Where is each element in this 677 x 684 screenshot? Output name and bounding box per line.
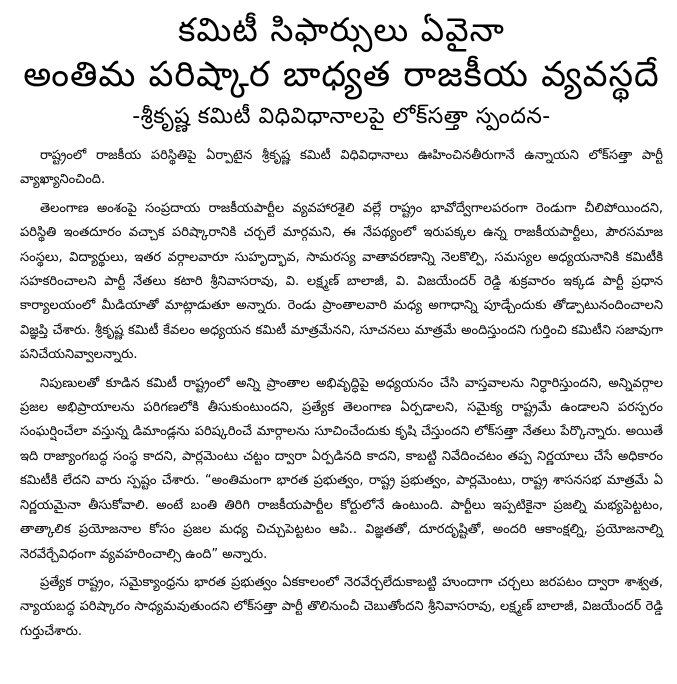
headline-line-2: అంతిమ పరిష్కార బాధ్యత రాజకీయ వ్యవస్థదే bbox=[23, 55, 660, 95]
paragraph-1: రాష్ట్రంలో రాజకీయ పరిస్థితిపై ఏర్పాటైన శ్రీకృష్ణ కమిటీ విధివిధానాలు ఊహించినతీరుగానే ఉన్నాయని లోక్‌సత్తా పార్టీ వ్యాఖ్యానించింది. bbox=[20, 148, 663, 188]
paragraph-3: నిపుణులతో కూడిన కమిటీ రాష్ట్రంలో అన్ని ప్రాంతాల అభివృద్ధిపై అధ్యయనం చేసి వాస్తవాలను నిర్ధారిస్తుందని, అన్నివర్గాల ప్రజల అభిప్రాయాలను పరిగణలోకి తీసుకుంటుందని, ప్రత్యేక తెలంగాణ ఏర్పడాలని, సమైక్య రాష్ట్రమే ఉండాలని పరస్పరం సంఘర్షించేలా వస్తున్న డిమాండ్లను పరిష్కరించే మార్గాలను సూచించేందుకు కృషి చేస్తుందని లోక్‌సత్తా నేతలు పేర్కొన్నారు. అయితే ఇది రాజ్యాంగబద్ధ సంస్థ కాదని, పార్లమెంటు చట్టం ద్వారా ఏర్పడినది కాదని, కాబట్టి నివేదించటం తప్ప నిర్ణయాలు చేసే అధికారం కమిటీకి లేదని వారు స్పష్టం చేశారు. “అంతిమంగా భారత ప్రభుత్వం, రాష్ట్ర ప్రభుత్వం, పార్లమెంటు, రాష్ట్ర శాసనసభ మాత్రమే ఏ నిర్ణయమైనా తీసుకోవాలి. అంటే బంతి తిరిగి రాజకీయపార్టీల కోర్టులోనే ఉంటుంది. పార్టీలు ఇప్పటికైనా ప్రజల్ని మభ్యపెట్టటం, తాత్కాలిక ప్రయోజనాల కోసం ప్రజల మధ్య చిచ్చుపెట్టటం ఆపి.. విజ్ఞతతో, దూరదృష్టితో, అందరి ఆకాంక్షల్ని, ప్రయోజనాల్ని నెరవేర్చేవిధంగా వ్యవహరించాల్సి ఉంది” అన్నారు. bbox=[20, 375, 663, 562]
paragraph-4: ప్రత్యేక రాష్ట్రం, సమైక్యాంధ్రను భారత ప్రభుత్వం ఏకకాలంలో నెరవేర్చలేదుకాబట్టి హుందాగా చర్చలు జరపటం ద్వారా శాశ్వత, న్యాయబద్ధ పరిష్కారం సాధ్యమవుతుందని లోక్‌సత్తా పార్టీ తొలినుంచీ చెబుతోందని శ్రీనివాసరావు, లక్ష్మణ్ బాలాజీ, విజయేందర్ రెడ్డి గుర్తుచేశారు. bbox=[20, 574, 663, 639]
paragraph-2: తెలంగాణ అంశంపై సంప్రదాయ రాజకీయపార్టీల వ్యవహారశైలి వల్లే రాష్ట్రం భావోద్వేగాలపరంగా రెండుగా చీలిపోయిందని, పరిస్థితి ఇంతదూరం వచ్చాక పరిష్కారానికి చర్చలే మార్గమని, ఈ నేపథ్యంలో ఇరుపక్కల ఉన్న రాజకీయపార్టీలు, పౌరసమాజ సంస్థలు, విద్యార్థులు, ఇతర వర్గాలవారూ సుహృద్భావ, సామరస్య వాతావరణాన్ని నెలకొల్పి, సమస్యల అధ్యయనానికి కమిటీకి సహకరించాలని పార్టీ నేతలు కటారి శ్రీనివాసరావు, వి. లక్ష్మణ్ బాలాజీ, వి. విజయేందర్ రెడ్డి శుక్రవారం ఇక్కడ పార్టీ ప్రధాన కార్యాలయంలో మీడియాతో మాట్లాడుతూ అన్నారు. రెండు ప్రాంతాలవారి మధ్య అగాధాన్ని పూడ్చేందుకు తోడ్పాటునందించాలని విజ్ఞప్తి చేశారు. శ్రీకృష్ణ కమిటీ కేవలం అధ్యయన కమిటీ మాత్రమేనని, సూచనలు మాత్రమే అందిస్తుందని గుర్తించి కమిటీని సజావుగా పనిచేయనివ్వాలన్నారు. bbox=[20, 200, 663, 363]
subheadline: -శ్రీకృష్ణ కమిటీ విధివిధానాలపై లోక్‌సత్తా స్పందన- bbox=[132, 104, 551, 129]
article-body bbox=[20, 144, 663, 644]
headline-line-1: కమిటీ సిఫార్సులు ఏవైనా bbox=[178, 10, 505, 49]
